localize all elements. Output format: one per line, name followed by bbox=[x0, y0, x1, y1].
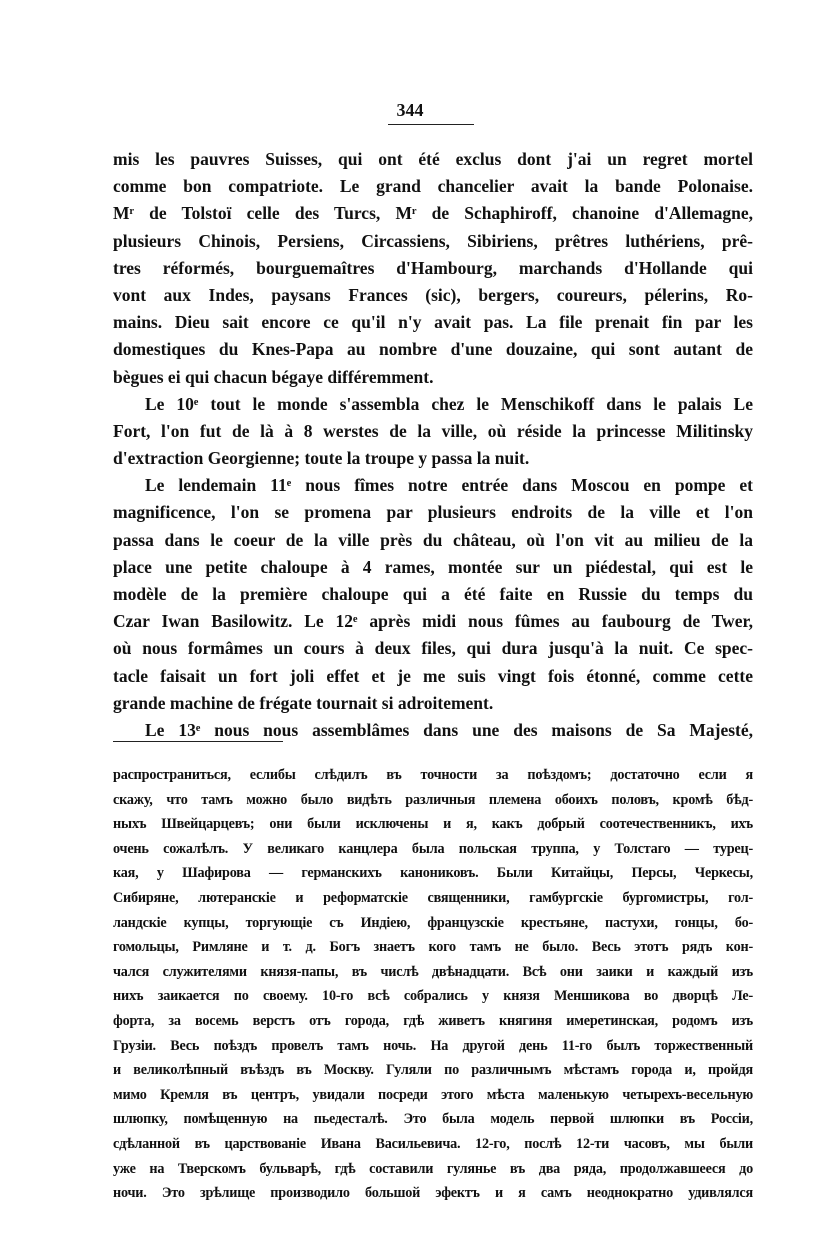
main-text-line: magnificence, l'on se promena par plusieurs endroits de la ville et l'on bbox=[113, 502, 753, 523]
footnote-line: ландскіе купцы, торгующіе съ Индіею, французскіе крестьяне, пастухи, гонцы, бо- bbox=[113, 914, 753, 931]
footnote-line: Сибиряне, лютеранскіе и реформатскіе священники, гамбургскіе бургомистры, гол- bbox=[113, 889, 753, 906]
main-text-line: Mʳ de Tolstoï celle des Turcs, Mʳ de Schaphiroff, chanoine d'Allemagne, bbox=[113, 203, 753, 224]
page-number: 344 bbox=[396, 100, 424, 120]
main-text-line: place une petite chaloupe à 4 rames, montée sur un piédestal, qui est le bbox=[113, 556, 753, 577]
main-text-line: Le lendemain 11ᵉ nous fîmes notre entrée dans Moscou en pompe et bbox=[145, 475, 753, 496]
main-text-line: tacle faisait un fort joli effet et je me suis vingt fois étonné, comme cette bbox=[113, 665, 753, 686]
main-text bbox=[113, 146, 753, 744]
main-text-line: Le 10ᵉ tout le monde s'assembla chez le Menschikoff dans le palais Le bbox=[145, 393, 753, 414]
main-text-line: comme bon compatriote. Le grand chancelier avait la bande Polonaise. bbox=[113, 176, 753, 197]
footnote-line: гомольцы, Римляне и т. д. Богъ знаетъ кого тамъ не было. Весь этотъ рядъ кон- bbox=[113, 939, 753, 956]
footnote-line: кая, у Шафирова — германскихъ канониковъ. Были Китайцы, Персы, Черкесы, bbox=[113, 865, 753, 882]
footnote-line: нихъ заикается по своему. 10-го всѣ собрались у князя Меншикова во дворцѣ Ле- bbox=[113, 988, 753, 1005]
footnote-line: сдѣланной въ царствованіе Ивана Васильевича. 12-го, послѣ 12-ти часовъ, мы были bbox=[113, 1135, 753, 1152]
main-text-line: plusieurs Chinois, Persiens, Circassiens, Sibiriens, prêtres luthériens, prê- bbox=[113, 230, 753, 251]
footnote-line: очень сожалѣлъ. У великаго канцлера была польская труппа, у Толстаго — турец- bbox=[113, 840, 753, 857]
footnote-line: шлюпку, помѣщенную на пьедесталѣ. Это была модель первой шлюпки въ Россіи, bbox=[113, 1111, 753, 1128]
main-text-line: passa dans le coeur de la ville près du château, où l'on vit au milieu de la bbox=[113, 529, 753, 550]
main-text-line: d'extraction Georgienne; toute la troupe y passa la nuit. bbox=[113, 448, 530, 469]
footnote-line: чался служителями князя-папы, въ числѣ двѣнадцати. Всѣ они заики и каждый изъ bbox=[113, 963, 753, 980]
page-number-rule bbox=[388, 124, 474, 125]
footnote-line: и великолѣпный въѣздъ въ Москву. Гуляли по различнымъ мѣстамъ города и, пройдя bbox=[113, 1062, 753, 1079]
main-text-line: bègues ei qui chacun bégaye différemment. bbox=[113, 366, 434, 387]
main-text-line: mains. Dieu sait encore ce qu'il n'y avait pas. La file prenait fin par les bbox=[113, 312, 753, 333]
footnote-line: форта, за восемь верстъ отъ города, гдѣ живетъ княгиня имеретинская, родомъ изъ bbox=[113, 1012, 753, 1029]
main-text-line: grande machine de frégate tournait si adroitement. bbox=[113, 692, 494, 713]
footnote-line: ныхъ Швейцарцевъ; они были исключены и я, какъ добрый соотечественникъ, ихъ bbox=[113, 816, 753, 833]
main-text-line: Le 13ᵉ nous nous assemblâmes dans une des maisons de Sa Majesté, bbox=[145, 719, 753, 740]
footnote-line: Грузіи. Весь поѣздъ провелъ тамъ ночь. На другой день 11-го былъ торжественный bbox=[113, 1037, 753, 1054]
main-text-line: domestiques du Knes-Papa au nombre d'une douzaine, qui sont autant de bbox=[113, 339, 753, 360]
main-text-line: Fort, l'on fut de là à 8 werstes de la ville, où réside la princesse Militinsky bbox=[113, 420, 753, 441]
main-text-line: où nous formâmes un cours à deux files, qui dura jusqu'à la nuit. Ce spec- bbox=[113, 638, 753, 659]
main-text-line: vont aux Indes, paysans Frances (sic), bergers, coureurs, pélerins, Ro- bbox=[113, 284, 753, 305]
footnote-line: мимо Кремля въ центръ, увидали посреди этого мѣста маленькую четырехъ-весельную bbox=[113, 1086, 753, 1103]
footnote-line: ночи. Это зрѣлище производило большой эфектъ и я самъ неоднократно удивлялся bbox=[113, 1185, 753, 1202]
main-text-line: modèle de la première chaloupe qui a été faite en Russie du temps du bbox=[113, 584, 753, 604]
main-text-line: tres réformés, bourguemaîtres d'Hambourg, marchands d'Hollande qui bbox=[113, 257, 753, 278]
footnote-line: уже на Тверскомъ бульварѣ, гдѣ составили гулянье въ два ряда, продолжавшееся до bbox=[113, 1160, 753, 1177]
footnote-text bbox=[113, 763, 753, 1206]
footnote-line: скажу, что тамъ можно было видѣть различныя племена обоихъ половъ, кромѣ бѣд- bbox=[113, 791, 753, 808]
footnote-separator bbox=[113, 741, 283, 742]
main-text-line: Czar Iwan Basilowitz. Le 12ᵉ après midi nous fûmes au faubourg de Twer, bbox=[113, 611, 753, 632]
main-text-line: mis les pauvres Suisses, qui ont été exclus dont j'ai un regret mortel bbox=[113, 149, 753, 169]
footnote-line: распространиться, еслибы слѣдилъ въ точности за поѣздомъ; достаточно если я bbox=[113, 767, 753, 783]
